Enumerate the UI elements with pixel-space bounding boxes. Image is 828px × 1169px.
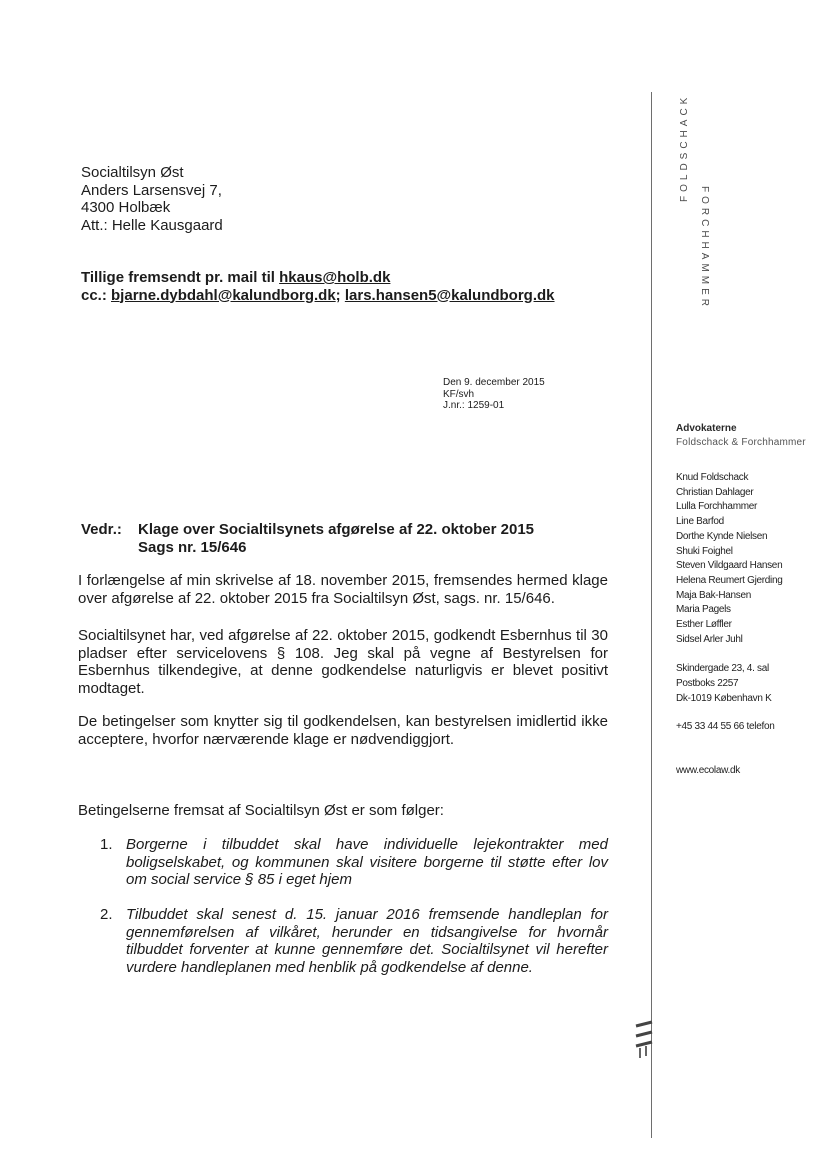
staff-name: Sidsel Arler Juhl xyxy=(676,633,743,645)
recipient-line: Att.: Helle Kausgaard xyxy=(81,216,223,234)
staff-name: Maria Pagels xyxy=(676,604,731,616)
send-info-prefix: Tillige fremsendt pr. mail til xyxy=(81,269,280,286)
firm-name: Foldschack & Forchhammer xyxy=(676,437,806,448)
recipient-line: 4300 Holbæk xyxy=(81,199,171,216)
decorative-stroke-mark xyxy=(632,1020,656,1060)
initials: KF/svh xyxy=(443,388,475,400)
address-line: Skindergade 23, 4. sal xyxy=(676,663,769,674)
condition-text: Borgerne i tilbuddet skal have individuelle lejekontrakter med boligselskabet, og kommunen skal visitere borgerne til støtte efter lov om social service § 85 i eget hjem xyxy=(126,836,608,888)
firm-label: Advokaterne xyxy=(676,423,737,434)
staff-name: Steven Vildgaard Hansen xyxy=(676,560,783,572)
firm-website-link[interactable]: www.ecolaw.dk xyxy=(676,765,740,776)
conditions-intro: Betingelserne fremsat af Socialtilsyn Øst er som følger: xyxy=(78,802,444,819)
recipient-line: Anders Larsensvej 7, xyxy=(81,181,222,199)
brand-wordmark-foldschack: FOLDSCHACK xyxy=(679,93,690,202)
address-line: Postboks 2257 xyxy=(676,678,739,689)
staff-name: Line Barfod xyxy=(676,516,724,528)
date-block xyxy=(443,377,545,412)
staff-name: Christian Dahlager xyxy=(676,486,754,498)
recipient-line: Socialtilsyn Øst xyxy=(81,164,184,181)
address-line: Dk-1019 København K xyxy=(676,693,772,704)
condition-item xyxy=(100,836,608,889)
email-link-lars[interactable]: lars.hansen5@kalundborg.dk xyxy=(344,286,555,304)
condition-text: Tilbuddet skal senest d. 15. januar 2016 fremsende handleplan for gennemførelsen af vilkåret, herunder en tidsangivelse for hvornår tilbuddet forventer at kunne gennemføre det. Socialtilsynet vil herefter vurdere handleplanen med henblik på godkendelse af denne. xyxy=(126,906,608,976)
subject-text xyxy=(138,521,534,557)
subject-label: Vedr.: xyxy=(81,521,122,538)
email-link-hkaus[interactable]: hkaus@holb.dk xyxy=(279,269,391,286)
condition-number: 2. xyxy=(100,906,113,923)
send-info-line-2 xyxy=(81,287,555,305)
margin-divider-line xyxy=(651,92,652,1138)
recipient-address xyxy=(81,164,223,234)
condition-item xyxy=(100,906,608,976)
journal-number: J.nr.: 1259-01 xyxy=(443,400,505,411)
body-paragraph-1: I forlængelse af min skrivelse af 18. november 2015, fremsendes hermed klage over afgørelse af 22. oktober 2015 fra Socialtilsyn Øst, sags. nr. 15/646. xyxy=(78,572,608,607)
staff-name: Knud Foldschack xyxy=(676,472,749,483)
staff-name: Lulla Forchhammer xyxy=(676,501,758,513)
send-info xyxy=(81,269,555,304)
firm-phone: +45 33 44 55 66 telefon xyxy=(676,721,775,732)
cc-prefix: cc.: xyxy=(81,286,112,304)
staff-name: Shuki Foighel xyxy=(676,545,733,557)
email-link-bjarne[interactable]: bjarne.dybdahl@kalundborg.dk xyxy=(111,286,336,304)
staff-name: Maja Bak-Hansen xyxy=(676,589,751,601)
staff-list xyxy=(676,471,783,647)
staff-name: Esther Løffler xyxy=(676,619,732,631)
send-info-line-1 xyxy=(81,269,555,287)
staff-name: Helena Reumert Gjerding xyxy=(676,574,783,586)
firm-address xyxy=(676,661,771,706)
subject-line-2: Sags nr. 15/646 xyxy=(138,539,247,556)
body-paragraph-2: Socialtilsynet har, ved afgørelse af 22. oktober 2015, godkendt Esbernhus til 30 pladser efter servicelovens § 108. Jeg skal på vegne af Bestyrelsen for Esbernhus tilkendegive, at denne godkendelse naturligvis er blevet positivt modtaget. xyxy=(78,627,608,697)
subject-line-1: Klage over Socialtilsynets afgørelse af 22. oktober 2015 xyxy=(138,521,535,538)
staff-name: Dorthe Kynde Nielsen xyxy=(676,530,768,542)
brand-wordmark-forchhammer: FORCHHAMMER xyxy=(699,186,710,310)
cc-separator: ; xyxy=(335,286,345,304)
body-paragraph-3: De betingelser som knytter sig til godkendelsen, kan bestyrelsen imidlertid ikke acceptere, hvorfor nærværende klage er nødvendiggjort. xyxy=(78,713,608,748)
letter-date: Den 9. december 2015 xyxy=(443,377,545,388)
condition-number: 1. xyxy=(100,836,113,853)
